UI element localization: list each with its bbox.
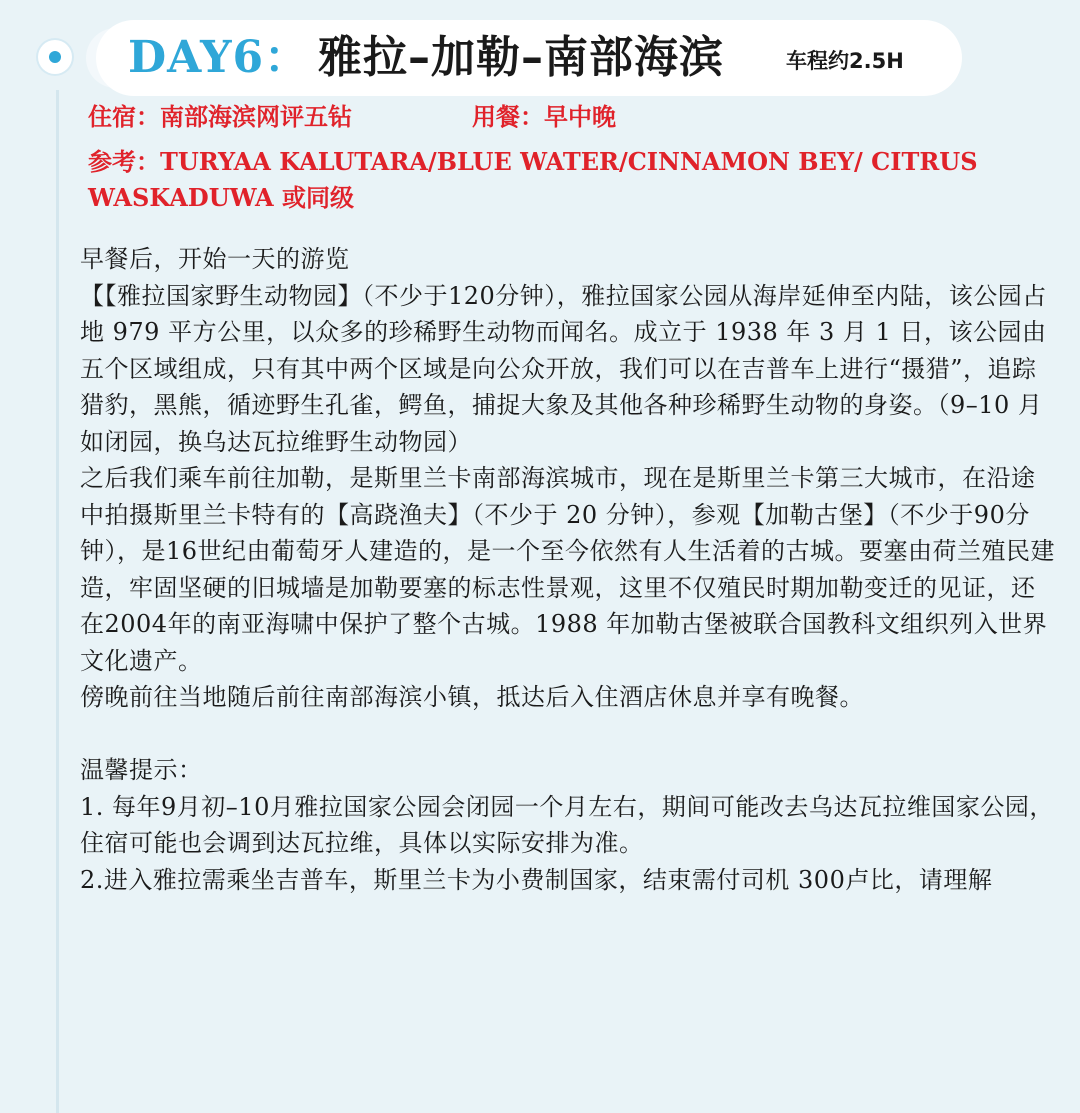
spacer (80, 716, 1058, 753)
tip-item-2: 2.进入雅拉需乘坐吉普车，斯里兰卡为小费制国家，结束需付司机 300卢比，请理解 (80, 865, 993, 894)
itinerary-body (80, 241, 1058, 898)
hotel-reference: 参考：TURYAA KALUTARA/BLUE WATER/CINNAMON BEY/ CITRUS WASKADUWA 或同级 (88, 147, 978, 212)
paragraph-galle: 之后我们乘车前往加勒，是斯里兰卡南部海滨城市，现在是斯里兰卡第三大城市，在沿途中拍摄斯里兰卡特有的【高跷渔夫】（不少于 20 分钟），参观【加勒古堡】（不少于90分钟），是16世纪由葡萄牙人建造的，是一个至今依然有人生活着的古城。要塞由荷兰殖民建造，牢固坚硬的旧城墙是加勒要塞的标志性景观，这里不仅殖民时期加勒变迁的见证，还在2004年的南亚海啸中保护了整个古城。1988 年加勒古堡被联合国教科文组织列入世界文化遗产。 (80, 464, 1056, 675)
tips-title: 温馨提示： (80, 756, 203, 784)
info-line-lodging-meals (88, 99, 616, 135)
day-label: DAY6： (128, 32, 310, 83)
timeline-line (56, 90, 59, 1113)
paragraph-evening: 傍晚前往当地随后前往南部海滨小镇，抵达后入住酒店休息并享有晚餐。 (80, 683, 864, 711)
tip-item-1: 1. 每年9月初–10月雅拉国家公园会闭园一个月左右，期间可能改去乌达瓦拉维国家公园，住宿可能也会调到达瓦拉维，具体以实际安排为准。 (80, 792, 1054, 857)
paragraph-breakfast: 早餐后，开始一天的游览 (80, 245, 350, 273)
route-title: 雅拉–加勒–南部海滨 (318, 32, 724, 83)
timeline-dot (38, 40, 72, 74)
duration-label: 车程约2.5H (786, 49, 904, 73)
paragraph-yala-park: 【【雅拉国家野生动物园】（不少于120分钟），雅拉国家公园从海岸延伸至内陆，该公园占地 979 平方公里，以众多的珍稀野生动物而闻名。成立于 1938 年 3 月 1 日，该公园由五个区域组成，只有其中两个区域是向公众开放，我们可以在吉普车上进行“摄猎”，追踪猎豹，黑熊，循迹野生孔雀，鳄鱼，捕捉大象及其他各种珍稀野生动物的身姿。（9–10 月如闭园，换乌达瓦拉维野生动物园） (80, 281, 1047, 456)
lodging-info: 住宿：南部海滨网评五钻 (88, 102, 352, 131)
meals-info: 用餐：早中晚 (472, 102, 616, 131)
